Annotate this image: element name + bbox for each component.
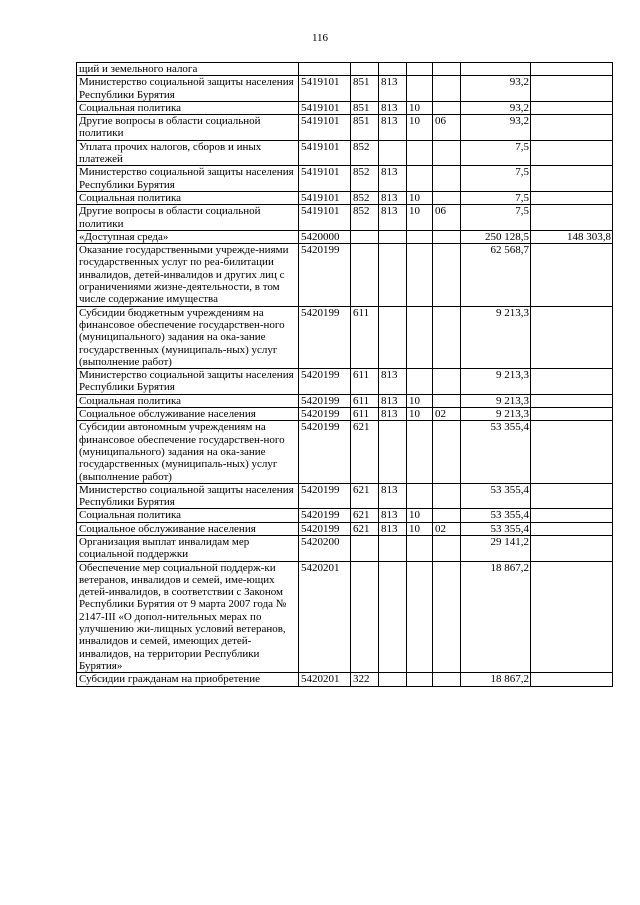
section-code	[407, 76, 433, 102]
section-code: 10	[407, 522, 433, 535]
budget-table-body	[77, 63, 613, 687]
amount: 7,5	[461, 191, 531, 204]
target-article-code: 5420199	[299, 369, 351, 395]
budget-table	[76, 62, 613, 687]
ministry-code: 813	[379, 76, 407, 102]
section-code: 10	[407, 509, 433, 522]
page-number: 116	[311, 32, 329, 44]
section-code	[407, 166, 433, 192]
table-row	[77, 421, 613, 483]
expense-type-code	[351, 63, 379, 76]
expense-type-code: 852	[351, 205, 379, 231]
table-row	[77, 244, 613, 306]
amount-extra	[531, 522, 613, 535]
target-article-code: 5420199	[299, 306, 351, 368]
amount: 9 213,3	[461, 394, 531, 407]
amount: 93,2	[461, 115, 531, 141]
ministry-code: 813	[379, 166, 407, 192]
subsection-code	[433, 535, 461, 561]
section-code	[407, 673, 433, 686]
row-name: Обеспечение мер социальной поддерж-ки ветеранов, инвалидов и семей, име-ющих детей-инвалидов, в соответствии с Законом Республики Бурятия от 9 марта 2007 года № 2147-III «О допол-нительных мерах по улучшению жи-лищных условий ветеранов, инвалидов и семей, имеющих детей-инвалидов, на территории Республики Бурятия»	[77, 561, 299, 673]
row-name: щий и земельного налога	[77, 63, 299, 76]
amount-extra	[531, 306, 613, 368]
row-name: Социальная политика	[77, 191, 299, 204]
table-row	[77, 191, 613, 204]
expense-type-code: 852	[351, 166, 379, 192]
table-row	[77, 101, 613, 114]
ministry-code: 813	[379, 191, 407, 204]
expense-type-code	[351, 230, 379, 243]
expense-type-code	[351, 535, 379, 561]
amount: 18 867,2	[461, 561, 531, 673]
amount: 53 355,4	[461, 509, 531, 522]
target-article-code: 5419101	[299, 76, 351, 102]
subsection-code	[433, 394, 461, 407]
amount-extra	[531, 76, 613, 102]
row-name: Министерство социальной защиты населения Республики Бурятия	[77, 483, 299, 509]
amount-extra	[531, 191, 613, 204]
expense-type-code: 621	[351, 509, 379, 522]
section-code: 10	[407, 394, 433, 407]
expense-type-code	[351, 244, 379, 306]
amount-extra	[531, 140, 613, 166]
amount-extra	[531, 63, 613, 76]
row-name: Министерство социальной защиты населения Республики Бурятия	[77, 369, 299, 395]
amount: 7,5	[461, 166, 531, 192]
table-row	[77, 115, 613, 141]
section-code	[407, 421, 433, 483]
amount-extra	[531, 166, 613, 192]
ministry-code: 813	[379, 101, 407, 114]
ministry-code: 813	[379, 408, 407, 421]
subsection-code	[433, 63, 461, 76]
amount-extra	[531, 369, 613, 395]
expense-type-code: 852	[351, 191, 379, 204]
amount-extra	[531, 509, 613, 522]
ministry-code	[379, 306, 407, 368]
expense-type-code: 852	[351, 140, 379, 166]
ministry-code	[379, 535, 407, 561]
table-row	[77, 509, 613, 522]
table-row	[77, 673, 613, 686]
target-article-code: 5420201	[299, 561, 351, 673]
target-article-code: 5420199	[299, 408, 351, 421]
ministry-code	[379, 673, 407, 686]
amount: 53 355,4	[461, 522, 531, 535]
subsection-code	[433, 230, 461, 243]
target-article-code: 5420199	[299, 509, 351, 522]
amount: 9 213,3	[461, 306, 531, 368]
expense-type-code: 621	[351, 522, 379, 535]
expense-type-code: 611	[351, 394, 379, 407]
ministry-code	[379, 561, 407, 673]
section-code: 10	[407, 408, 433, 421]
section-code	[407, 535, 433, 561]
section-code	[407, 369, 433, 395]
amount: 9 213,3	[461, 408, 531, 421]
ministry-code	[379, 230, 407, 243]
target-article-code: 5420199	[299, 394, 351, 407]
amount-extra	[531, 535, 613, 561]
table-row	[77, 483, 613, 509]
row-name: «Доступная среда»	[77, 230, 299, 243]
table-row	[77, 63, 613, 76]
amount: 9 213,3	[461, 369, 531, 395]
table-row	[77, 394, 613, 407]
subsection-code	[433, 140, 461, 166]
row-name: Другие вопросы в области социальной политики	[77, 205, 299, 231]
section-code	[407, 483, 433, 509]
amount-extra	[531, 561, 613, 673]
ministry-code	[379, 421, 407, 483]
subsection-code	[433, 244, 461, 306]
table-row	[77, 306, 613, 368]
expense-type-code: 621	[351, 483, 379, 509]
section-code	[407, 561, 433, 673]
table-row	[77, 230, 613, 243]
amount: 93,2	[461, 76, 531, 102]
amount-extra	[531, 244, 613, 306]
amount-extra: 148 303,8	[531, 230, 613, 243]
row-name: Социальное обслуживание населения	[77, 408, 299, 421]
subsection-code: 06	[433, 205, 461, 231]
target-article-code: 5419101	[299, 166, 351, 192]
amount-extra	[531, 408, 613, 421]
amount: 7,5	[461, 140, 531, 166]
row-name: Другие вопросы в области социальной политики	[77, 115, 299, 141]
section-code	[407, 230, 433, 243]
amount: 93,2	[461, 101, 531, 114]
row-name: Субсидии гражданам на приобретение	[77, 673, 299, 686]
row-name: Социальная политика	[77, 101, 299, 114]
table-row	[77, 140, 613, 166]
row-name: Субсидии автономным учреждениям на финансовое обеспечение государствен-ного (муниципального) задания на ока-зание государственных (муниципаль-ных) услуг (выполнение работ)	[77, 421, 299, 483]
table-row	[77, 408, 613, 421]
expense-type-code: 611	[351, 408, 379, 421]
amount-extra	[531, 483, 613, 509]
subsection-code	[433, 483, 461, 509]
amount-extra	[531, 205, 613, 231]
section-code	[407, 140, 433, 166]
subsection-code: 02	[433, 522, 461, 535]
table-row	[77, 535, 613, 561]
target-article-code: 5419101	[299, 140, 351, 166]
subsection-code	[433, 673, 461, 686]
ministry-code: 813	[379, 509, 407, 522]
table-row	[77, 76, 613, 102]
target-article-code: 5420199	[299, 244, 351, 306]
subsection-code	[433, 191, 461, 204]
row-name: Уплата прочих налогов, сборов и иных платежей	[77, 140, 299, 166]
target-article-code: 5419101	[299, 101, 351, 114]
expense-type-code: 322	[351, 673, 379, 686]
section-code: 10	[407, 205, 433, 231]
row-name: Социальная политика	[77, 509, 299, 522]
section-code: 10	[407, 115, 433, 141]
amount-extra	[531, 394, 613, 407]
subsection-code: 02	[433, 408, 461, 421]
expense-type-code: 621	[351, 421, 379, 483]
target-article-code: 5419101	[299, 191, 351, 204]
section-code: 10	[407, 101, 433, 114]
amount: 53 355,4	[461, 483, 531, 509]
target-article-code	[299, 63, 351, 76]
amount-extra	[531, 421, 613, 483]
subsection-code	[433, 561, 461, 673]
subsection-code: 06	[433, 115, 461, 141]
row-name: Организация выплат инвалидам мер социальной поддержки	[77, 535, 299, 561]
subsection-code	[433, 369, 461, 395]
row-name: Оказание государственными учрежде-ниями государственных услуг по реа-билитации инвалидов, детей-инвалидов и других лиц с ограничениями жизне-деятельности, в том числе содержание имущества	[77, 244, 299, 306]
expense-type-code: 611	[351, 306, 379, 368]
table-row	[77, 166, 613, 192]
row-name: Министерство социальной защиты населения Республики Бурятия	[77, 166, 299, 192]
amount: 250 128,5	[461, 230, 531, 243]
ministry-code: 813	[379, 394, 407, 407]
expense-type-code: 851	[351, 115, 379, 141]
amount: 18 867,2	[461, 673, 531, 686]
table-row	[77, 522, 613, 535]
amount-extra	[531, 115, 613, 141]
section-code	[407, 63, 433, 76]
row-name: Социальное обслуживание населения	[77, 522, 299, 535]
ministry-code: 813	[379, 205, 407, 231]
amount: 62 568,7	[461, 244, 531, 306]
ministry-code	[379, 140, 407, 166]
target-article-code: 5420199	[299, 483, 351, 509]
ministry-code	[379, 244, 407, 306]
target-article-code: 5420199	[299, 522, 351, 535]
subsection-code	[433, 101, 461, 114]
row-name: Министерство социальной защиты населения Республики Бурятия	[77, 76, 299, 102]
target-article-code: 5420000	[299, 230, 351, 243]
row-name: Субсидии бюджетным учреждениям на финансовое обеспечение государствен-ного (муниципального) задания на ока-зание государственных (муниципаль-ных) услуг (выполнение работ)	[77, 306, 299, 368]
amount: 53 355,4	[461, 421, 531, 483]
target-article-code: 5420199	[299, 421, 351, 483]
ministry-code: 813	[379, 369, 407, 395]
target-article-code: 5419101	[299, 115, 351, 141]
amount-extra	[531, 673, 613, 686]
row-name: Социальная политика	[77, 394, 299, 407]
section-code: 10	[407, 191, 433, 204]
subsection-code	[433, 509, 461, 522]
amount: 7,5	[461, 205, 531, 231]
amount-extra	[531, 101, 613, 114]
target-article-code: 5420201	[299, 673, 351, 686]
amount: 29 141,2	[461, 535, 531, 561]
ministry-code: 813	[379, 115, 407, 141]
subsection-code	[433, 306, 461, 368]
section-code	[407, 244, 433, 306]
amount	[461, 63, 531, 76]
expense-type-code: 851	[351, 76, 379, 102]
ministry-code: 813	[379, 522, 407, 535]
ministry-code	[379, 63, 407, 76]
target-article-code: 5419101	[299, 205, 351, 231]
subsection-code	[433, 421, 461, 483]
section-code	[407, 306, 433, 368]
table-row	[77, 205, 613, 231]
subsection-code	[433, 76, 461, 102]
subsection-code	[433, 166, 461, 192]
expense-type-code	[351, 561, 379, 673]
target-article-code: 5420200	[299, 535, 351, 561]
expense-type-code: 611	[351, 369, 379, 395]
table-row	[77, 561, 613, 673]
expense-type-code: 851	[351, 101, 379, 114]
ministry-code: 813	[379, 483, 407, 509]
table-row	[77, 369, 613, 395]
